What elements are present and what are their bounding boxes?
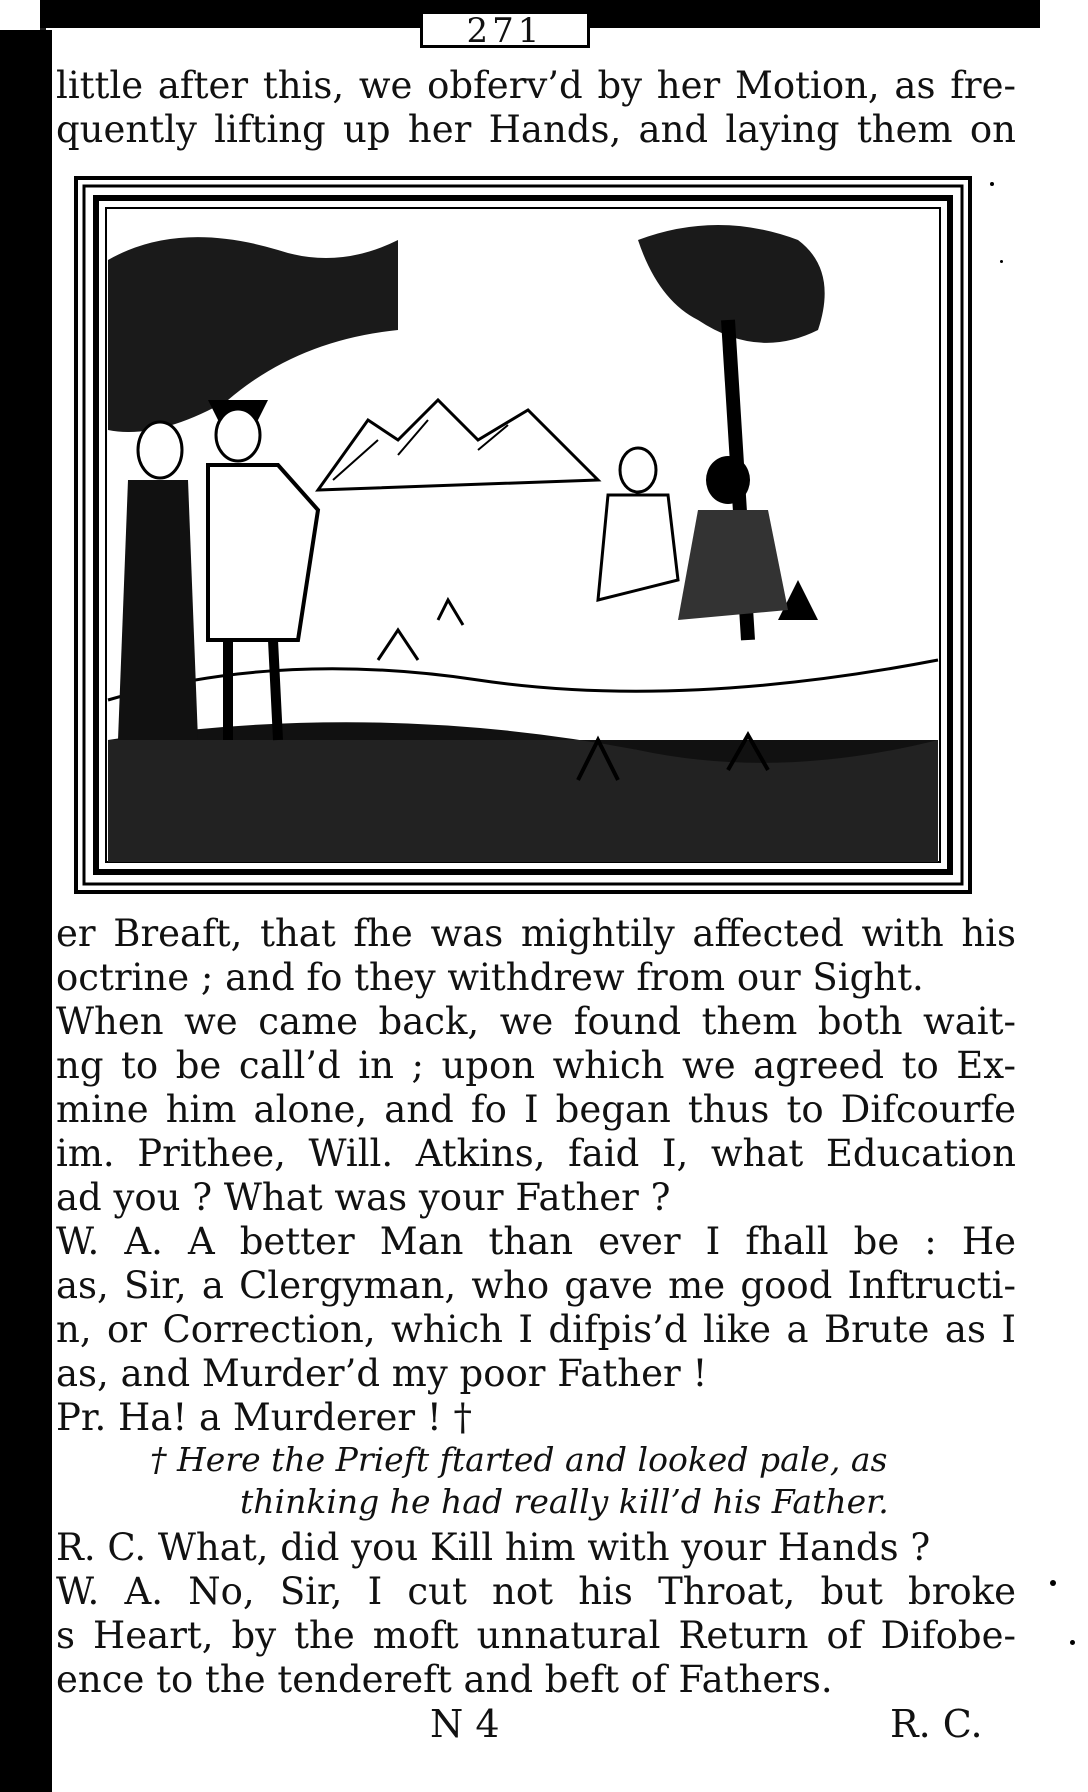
text-line: er Breaft, that fhe was mightily affected with his (56, 912, 1016, 955)
text-line: as, and Murder’d my poor Father ! (56, 1352, 708, 1395)
binding-shadow (0, 30, 52, 1792)
text-line: octrine ; and fo they withdrew from our Sight. (56, 956, 924, 999)
text-line: s Heart, by the moft unnatural Return of Difobe- (56, 1614, 1016, 1657)
text-line: W. A. A better Man than ever I fhall be : He (56, 1220, 1016, 1263)
signature-mark: N 4 (430, 1702, 500, 1746)
print-speck (1050, 1580, 1056, 1586)
text-line: n, or Correction, which I difpis’d like a Brute as I (56, 1308, 1016, 1351)
text-line: ng to be call’d in ; upon which we agreed to Ex- (56, 1044, 1016, 1087)
text-line: little after this, we obferv’d by her Motion, as fre- (56, 64, 1016, 107)
text-line: ad you ? What was your Father ? (56, 1176, 671, 1219)
text-line: R. C. What, did you Kill him with your Hands ? (56, 1526, 931, 1569)
print-speck (1070, 1640, 1075, 1645)
page-number: 271 (420, 14, 590, 48)
text-line: as, Sir, a Clergyman, who gave me good Inftructi- (56, 1264, 1016, 1307)
footnote-line: † Here the Prieft ftarted and looked pale, as (150, 1440, 888, 1479)
text-line: quently lifting up her Hands, and laying them on (56, 108, 1016, 151)
footnote-line: thinking he had really kill’d his Father. (240, 1482, 889, 1521)
print-speck (990, 182, 994, 186)
catchword: R. C. (890, 1702, 983, 1746)
woodcut-illustration-icon (78, 180, 968, 890)
print-speck (1000, 260, 1003, 263)
text-line: When we came back, we found them both wait- (56, 1000, 1016, 1043)
text-line: ence to the tendereft and beft of Fathers. (56, 1658, 833, 1701)
woodcut-illustration (74, 176, 972, 894)
text-line: W. A. No, Sir, I cut not his Throat, but broke (56, 1570, 1016, 1613)
text-line: Pr. Ha! a Murderer ! † (56, 1396, 472, 1439)
text-line: im. Prithee, Will. Atkins, faid I, what Education (56, 1132, 1016, 1175)
text-line: mine him alone, and fo I began thus to Difcourfe (56, 1088, 1016, 1131)
